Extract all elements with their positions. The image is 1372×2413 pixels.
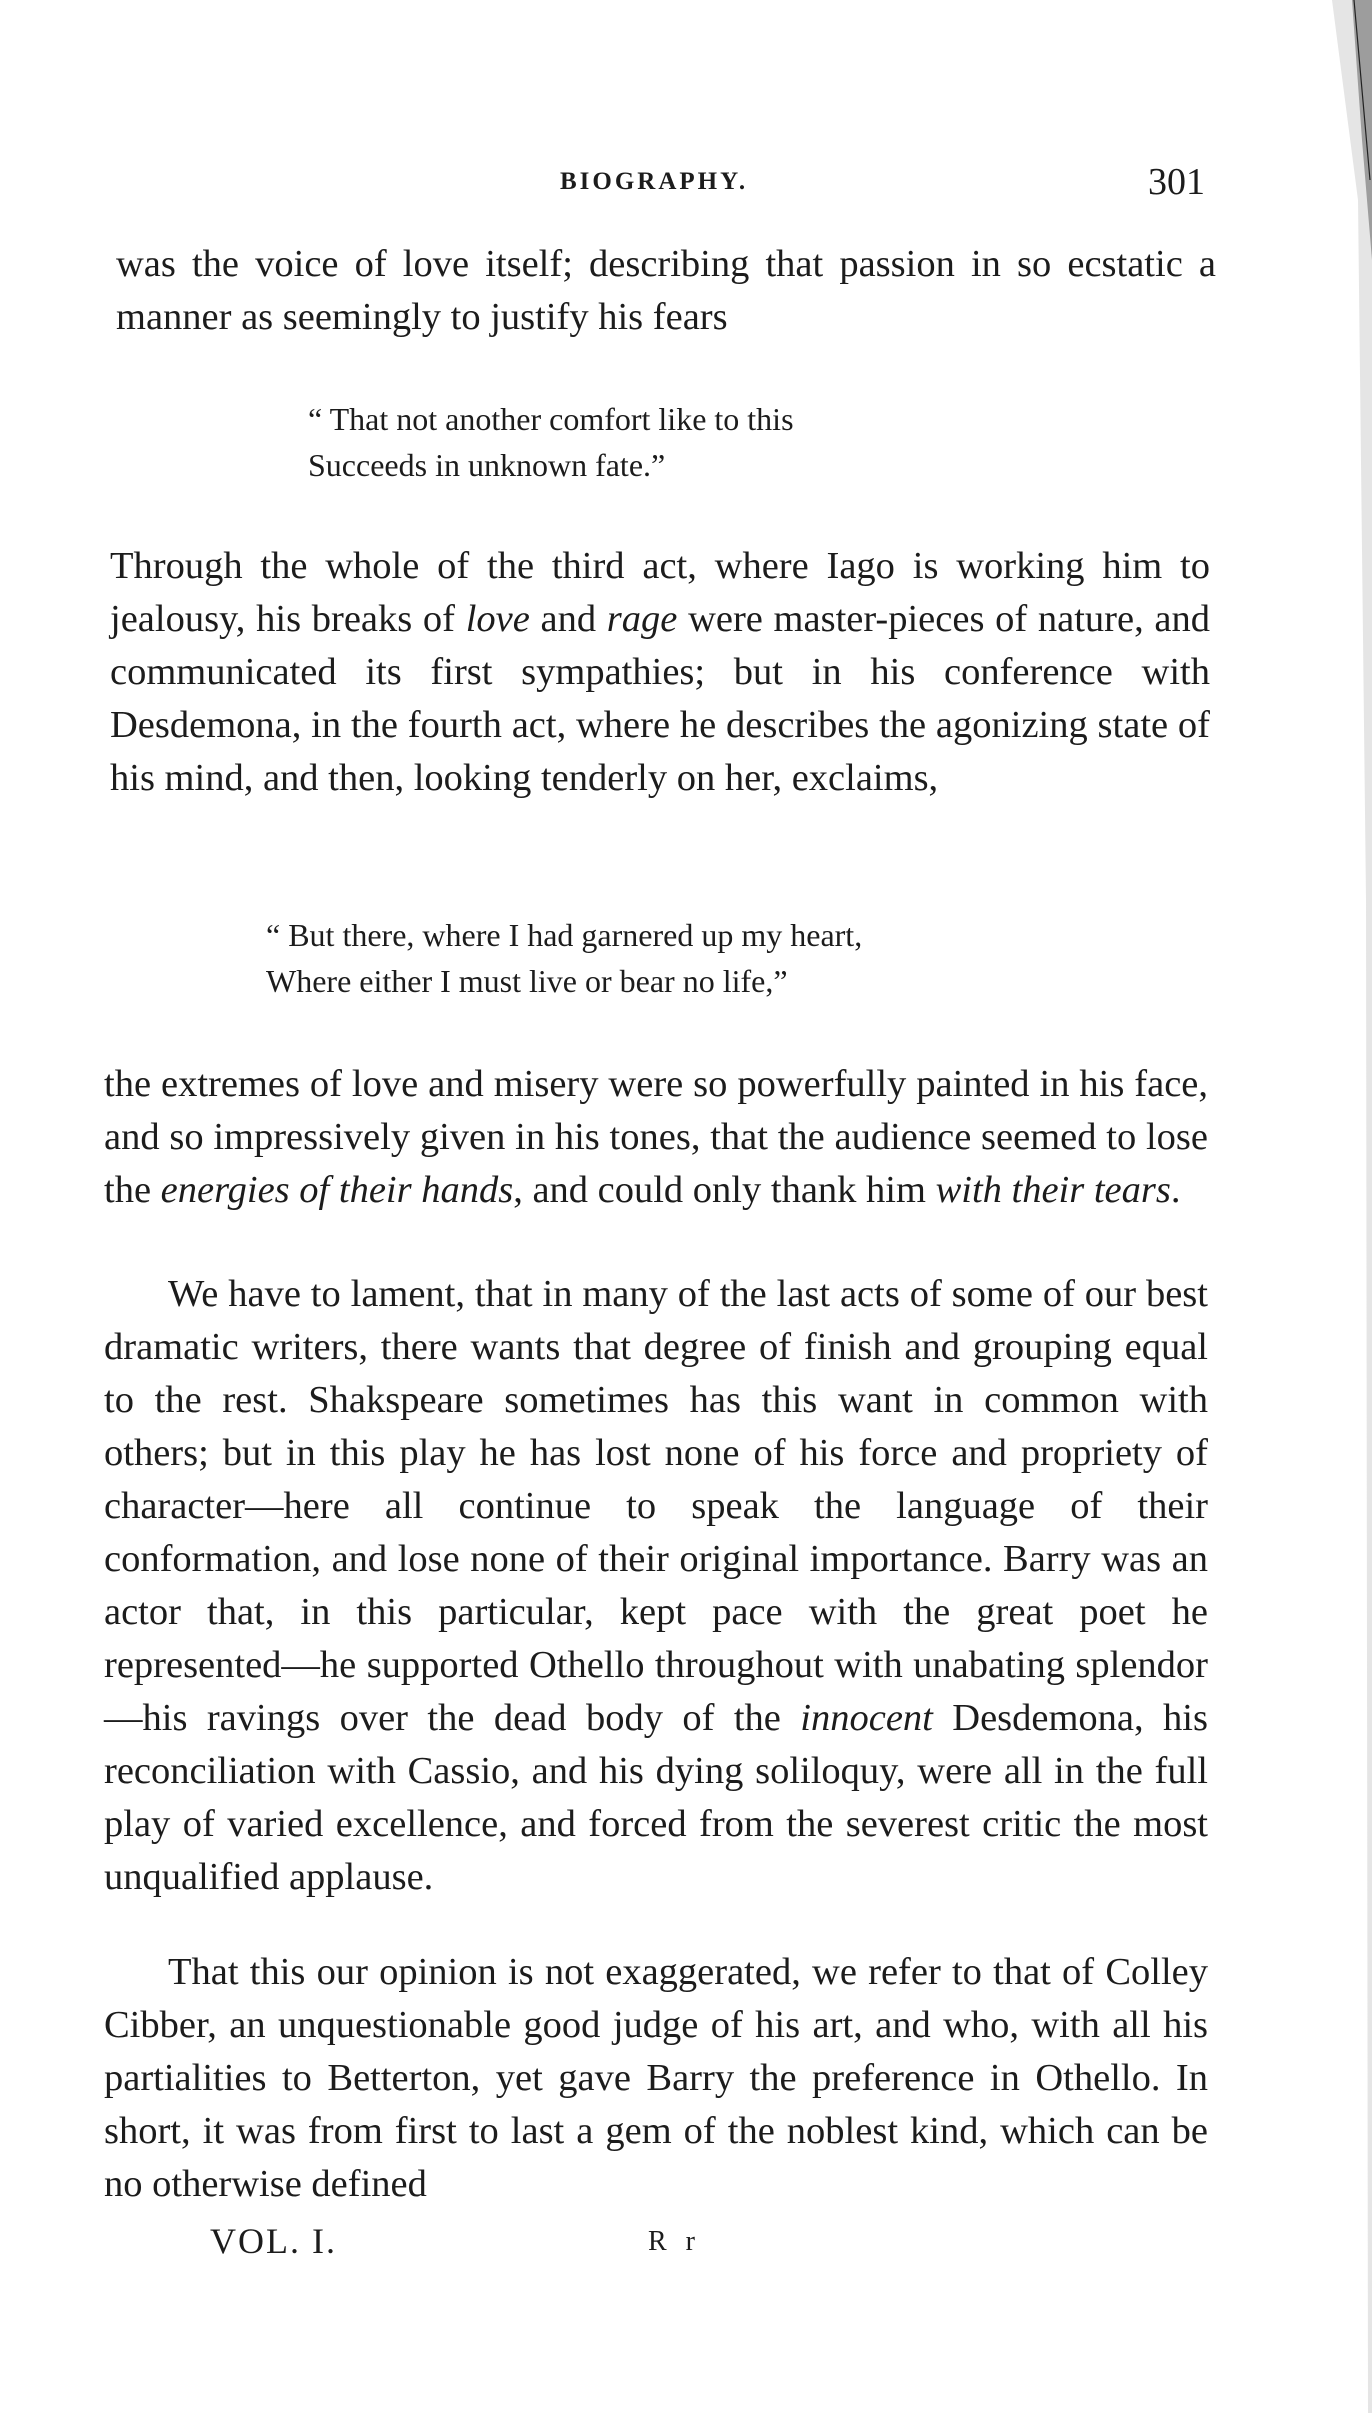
page-number: 301 — [1148, 161, 1205, 203]
italic-run: rage — [606, 598, 678, 640]
italic-run: love — [465, 598, 530, 640]
paragraph-1: was the voice of love itself; describing that passion in so ecstatic a manner as seemingly to justify his fears — [116, 243, 1216, 338]
paragraph-5: That this our opinion is not exaggerated, we refer to that of Colley Cibber, an unquestionable good judge of his art, and who, with all his partialities to Betterton, yet gave Barry the preference in Othello. In short, it was from first to last a gem of the noblest kind, which can be no otherwise defined — [104, 1951, 1208, 2205]
text-run: , and could only thank him — [513, 1169, 936, 1211]
paragraph-2 — [110, 540, 1210, 805]
running-head — [0, 160, 1372, 210]
text-run: . — [1170, 1169, 1181, 1211]
page-footer — [0, 2220, 1372, 2270]
text-run: and — [529, 598, 607, 640]
quote-line: Succeeds in unknown fate.” — [308, 447, 666, 483]
italic-run: with their tears — [935, 1169, 1171, 1211]
quote-line: “ But there, where I had garnered up my heart, — [266, 917, 863, 953]
italic-run: energies of their hands — [160, 1169, 514, 1211]
volume-label: VOL. I. — [210, 2221, 337, 2261]
quote-line: Where either I must live or bear no life,” — [266, 963, 788, 999]
running-head-title: BIOGRAPHY. — [560, 168, 749, 195]
page-edge-shadow — [1292, 0, 1372, 2413]
paragraph-4 — [104, 1268, 1208, 1904]
text-run: Through the whole of the third act, where Iago is working him to jealousy, his breaks of — [110, 545, 1210, 640]
block-quote-2 — [266, 912, 862, 1004]
paragraph-3 — [104, 1058, 1208, 1217]
italic-run: innocent — [800, 1697, 933, 1739]
text-run: We have to lament, that in many of the last acts of some of our best dramatic writers, there wants that degree of finish and grouping equal to the rest. Shakspeare sometimes has this want in common with others; but in this play he has lost none of his force and propriety of character—here all continue to speak the language of their conformation, and lose none of their original importance. Barry was an actor that, in this particular, kept pace with the great poet he represented—he supported Othello throughout with unabating splendor—his ravings over the dead body of the — [104, 1273, 1208, 1739]
text-run: Desdemona, his reconciliation with Cassio, and his dying soliloquy, were all in the full play of varied excellence, and forced from the severest critic the most unqualified applause. — [104, 1697, 1208, 1898]
text-run: were master-pieces of nature, and communicated its first sympathies; but in his conference with Desdemona, in the fourth act, where he describes the agonizing state of his mind, and then, looking tenderly on her, exclaims, — [110, 598, 1210, 799]
block-quote-1 — [308, 396, 794, 488]
quote-line: “ That not another comfort like to this — [308, 401, 794, 437]
signature-mark: R r — [648, 2226, 701, 2257]
text-run: the extremes of love and misery were so powerfully painted in his face, and so impressively given in his tones, that the audience seemed to lose the — [104, 1063, 1208, 1211]
